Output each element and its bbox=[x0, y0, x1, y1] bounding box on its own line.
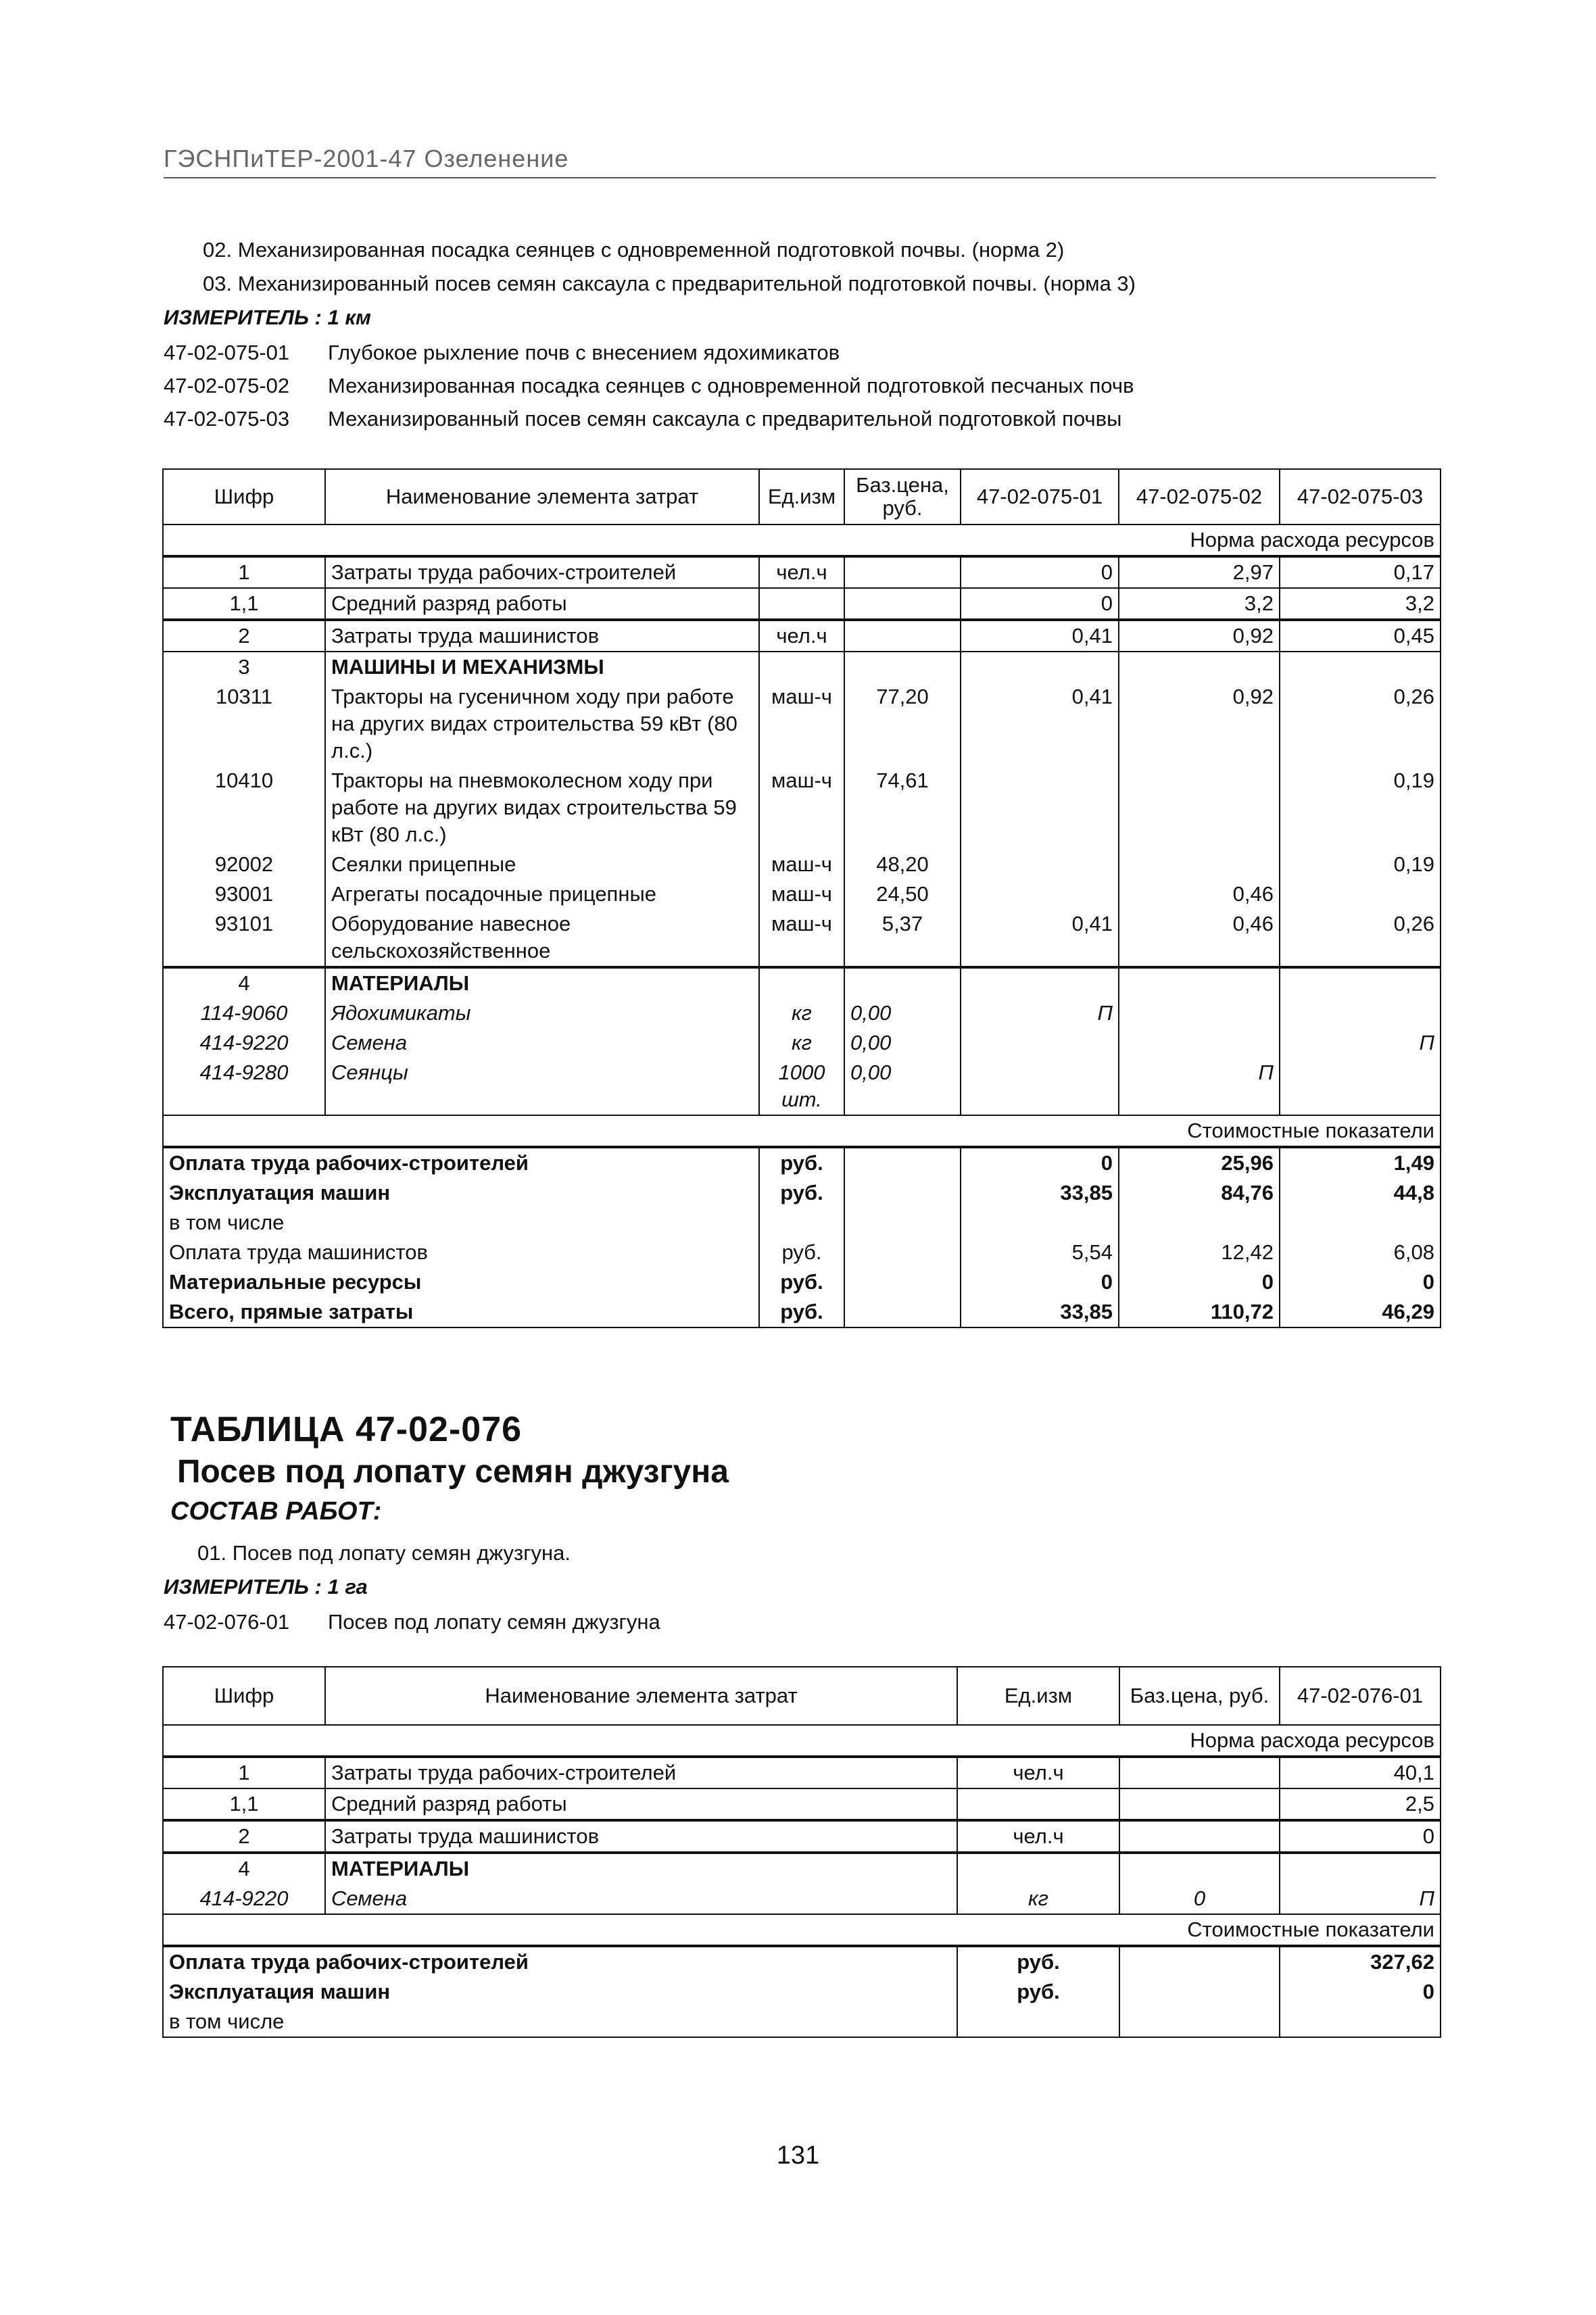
row-unit: чел.ч bbox=[957, 1820, 1119, 1853]
row-value-1: 0,41 bbox=[961, 620, 1119, 652]
row-price bbox=[1119, 1820, 1280, 1853]
row-value-2: 2,97 bbox=[1119, 556, 1280, 588]
table-row bbox=[163, 1820, 1441, 1853]
row-unit: кг bbox=[759, 998, 844, 1028]
row-name: Ядохимикаты bbox=[325, 998, 759, 1028]
cost-value-2: 25,96 bbox=[1119, 1147, 1280, 1178]
cost-row bbox=[163, 2007, 1441, 2037]
cost-value-1: 0 bbox=[1280, 1977, 1441, 2007]
section-row-materials bbox=[163, 1853, 1441, 1884]
row-price: 0,00 bbox=[844, 1028, 961, 1058]
row-code: 1 bbox=[163, 1757, 325, 1788]
row-code: 414-9220 bbox=[163, 1884, 325, 1914]
col-header-name: Наименование элемента затрат bbox=[325, 469, 759, 525]
row-code: 1 bbox=[163, 556, 325, 588]
norm-name: Посев под лопату семян джузгуна bbox=[328, 1610, 660, 1634]
cost-caption: Стоимостные показатели bbox=[163, 1115, 1441, 1147]
row-name: Семена bbox=[325, 1884, 957, 1914]
row-value-1 bbox=[961, 850, 1119, 879]
cost-value-1: 5,54 bbox=[961, 1238, 1119, 1267]
table-row bbox=[163, 850, 1441, 879]
composition-label: СОСТАВ РАБОТ: bbox=[170, 1497, 382, 1526]
cost-value-3: 46,29 bbox=[1280, 1297, 1441, 1327]
row-price: 0,00 bbox=[844, 998, 961, 1028]
norm-caption: Норма расхода ресурсов bbox=[163, 1725, 1441, 1757]
table-row bbox=[163, 879, 1441, 909]
row-name: Средний разряд работы bbox=[325, 588, 759, 620]
row-name: Затраты труда рабочих-строителей bbox=[325, 556, 759, 588]
row-value-2: 0,46 bbox=[1119, 879, 1280, 909]
col-header-norm-1: 47-02-075-01 bbox=[961, 469, 1119, 525]
cost-unit: руб. bbox=[759, 1267, 844, 1297]
row-value-3: 0,19 bbox=[1280, 766, 1441, 850]
cost-name: в том числе bbox=[163, 2007, 957, 2037]
row-value-3: 0,26 bbox=[1280, 682, 1441, 766]
table-row bbox=[163, 909, 1441, 967]
row-value-1: 0,41 bbox=[961, 682, 1119, 766]
measure-unit: ИЗМЕРИТЕЛЬ : 1 км bbox=[164, 306, 371, 329]
col-header-price: Баз.цена, руб. bbox=[844, 469, 961, 525]
table-header-row bbox=[163, 1667, 1441, 1725]
col-header-norm-3: 47-02-075-03 bbox=[1280, 469, 1441, 525]
table-header-row bbox=[163, 469, 1441, 525]
row-name: Оборудование навесное сельскохозяйственное bbox=[325, 909, 759, 967]
cost-value-3: 6,08 bbox=[1280, 1238, 1441, 1267]
norm-caption: Норма расхода ресурсов bbox=[163, 525, 1441, 556]
cost-name: Эксплуатация машин bbox=[163, 1178, 759, 1208]
table-row bbox=[163, 998, 1441, 1028]
cost-value-3: 0 bbox=[1280, 1267, 1441, 1297]
cost-value-3: 1,49 bbox=[1280, 1147, 1441, 1178]
cost-unit: руб. bbox=[759, 1297, 844, 1327]
row-value-1: 40,1 bbox=[1280, 1757, 1441, 1788]
table-2-subtitle: Посев под лопату семян джузгуна bbox=[177, 1454, 729, 1490]
row-unit: маш-ч bbox=[759, 909, 844, 967]
row-code: 1,1 bbox=[163, 588, 325, 620]
row-unit: чел.ч bbox=[759, 620, 844, 652]
norm-caption-row bbox=[163, 525, 1441, 556]
row-price: 48,20 bbox=[844, 850, 961, 879]
norm-name: Механизированный посев семян саксаула с предварительной подготовкой почвы bbox=[328, 407, 1122, 431]
cost-name: Оплата труда рабочих-строителей bbox=[163, 1946, 957, 1977]
cost-value-2: 110,72 bbox=[1119, 1297, 1280, 1327]
row-code: 92002 bbox=[163, 850, 325, 879]
document-header: ГЭСНПиТЕР-2001-47 Озеленение bbox=[164, 145, 569, 172]
row-price: 24,50 bbox=[844, 879, 961, 909]
row-value-1 bbox=[961, 1058, 1119, 1115]
row-value-1: 0 bbox=[1280, 1820, 1441, 1853]
row-value-3 bbox=[1280, 879, 1441, 909]
cost-name: Эксплуатация машин bbox=[163, 1977, 957, 2007]
row-unit: 1000 шт. bbox=[759, 1058, 844, 1115]
table-row bbox=[163, 1884, 1441, 1914]
cost-value-1: 33,85 bbox=[961, 1178, 1119, 1208]
row-name: Затраты труда машинистов bbox=[325, 620, 759, 652]
row-name: Затраты труда машинистов bbox=[325, 1820, 957, 1853]
cost-value-2: 84,76 bbox=[1119, 1178, 1280, 1208]
resource-table-47-02-076 bbox=[162, 1666, 1441, 2038]
cost-row bbox=[163, 1147, 1441, 1178]
cost-name: Оплата труда машинистов bbox=[163, 1238, 759, 1267]
cost-name: Материальные ресурсы bbox=[163, 1267, 759, 1297]
cost-row bbox=[163, 1178, 1441, 1208]
cost-unit: руб. bbox=[957, 1977, 1119, 2007]
row-value-2: 0,46 bbox=[1119, 909, 1280, 967]
cost-row bbox=[163, 1267, 1441, 1297]
row-value-2 bbox=[1119, 998, 1280, 1028]
table-row bbox=[163, 556, 1441, 588]
row-value-2: 0,92 bbox=[1119, 620, 1280, 652]
row-unit: чел.ч bbox=[759, 556, 844, 588]
norm-code: 47-02-075-01 bbox=[164, 341, 290, 364]
norm-name: Механизированная посадка сеянцев с одновременной подготовкой песчаных почв bbox=[328, 374, 1134, 397]
row-value-3: 0,17 bbox=[1280, 556, 1441, 588]
row-value-3: 0,45 bbox=[1280, 620, 1441, 652]
row-unit: маш-ч bbox=[759, 766, 844, 850]
row-value-2 bbox=[1119, 1028, 1280, 1058]
norm-code: 47-02-075-03 bbox=[164, 407, 290, 431]
cost-unit: руб. bbox=[759, 1147, 844, 1178]
row-name: Средний разряд работы bbox=[325, 1788, 957, 1820]
row-value-2 bbox=[1119, 766, 1280, 850]
row-value-2: 3,2 bbox=[1119, 588, 1280, 620]
row-code: 10410 bbox=[163, 766, 325, 850]
row-value-1: 0 bbox=[961, 556, 1119, 588]
col-header-unit: Ед.изм bbox=[759, 469, 844, 525]
cost-name: Всего, прямые затраты bbox=[163, 1297, 759, 1327]
row-value-3: 0,19 bbox=[1280, 850, 1441, 879]
cost-caption: Стоимостные показатели bbox=[163, 1914, 1441, 1946]
row-value-1 bbox=[961, 766, 1119, 850]
row-price: 5,37 bbox=[844, 909, 961, 967]
row-name: Семена bbox=[325, 1028, 759, 1058]
row-value-3: П bbox=[1280, 1028, 1441, 1058]
table-row bbox=[163, 1788, 1441, 1820]
norm-code: 47-02-075-02 bbox=[164, 374, 290, 397]
row-value-2: П bbox=[1119, 1058, 1280, 1115]
cost-name: Оплата труда рабочих-строителей bbox=[163, 1147, 759, 1178]
cost-caption-row bbox=[163, 1914, 1441, 1946]
cost-row bbox=[163, 1946, 1441, 1977]
row-unit: чел.ч bbox=[957, 1757, 1119, 1788]
row-value-2: 0,92 bbox=[1119, 682, 1280, 766]
section-title: МАТЕРИАЛЫ bbox=[325, 967, 759, 998]
row-code: 414-9220 bbox=[163, 1028, 325, 1058]
row-price bbox=[844, 620, 961, 652]
section-title: МАТЕРИАЛЫ bbox=[325, 1853, 957, 1884]
row-code: 10311 bbox=[163, 682, 325, 766]
row-price: 74,61 bbox=[844, 766, 961, 850]
col-header-unit: Ед.изм bbox=[957, 1667, 1119, 1725]
work-item-02: 02. Механизированная посадка сеянцев с одновременной подготовкой почвы. (норма 2) bbox=[203, 238, 1065, 262]
row-unit: маш-ч bbox=[759, 879, 844, 909]
resource-table-47-02-075 bbox=[162, 468, 1441, 1328]
row-unit: кг bbox=[759, 1028, 844, 1058]
measure-unit: ИЗМЕРИТЕЛЬ : 1 га bbox=[164, 1575, 368, 1599]
row-code: 93001 bbox=[163, 879, 325, 909]
row-value-1: 0,41 bbox=[961, 909, 1119, 967]
row-value-3 bbox=[1280, 1058, 1441, 1115]
section-row-materials bbox=[163, 967, 1441, 998]
section-row-machines bbox=[163, 652, 1441, 682]
row-value-1 bbox=[961, 1028, 1119, 1058]
row-value-1: 0 bbox=[961, 588, 1119, 620]
cost-caption-row bbox=[163, 1115, 1441, 1147]
work-item-03: 03. Механизированный посев семян саксаула с предварительной подготовкой почвы. (норма 3) bbox=[203, 272, 1136, 295]
section-title: МАШИНЫ И МЕХАНИЗМЫ bbox=[325, 652, 759, 682]
table-row bbox=[163, 1757, 1441, 1788]
table-row bbox=[163, 588, 1441, 620]
cost-row bbox=[163, 1977, 1441, 2007]
row-value-1: П bbox=[1280, 1884, 1441, 1914]
col-header-code: Шифр bbox=[163, 1667, 325, 1725]
norm-caption-row bbox=[163, 1725, 1441, 1757]
row-unit: маш-ч bbox=[759, 850, 844, 879]
row-price bbox=[844, 588, 961, 620]
row-value-1: П bbox=[961, 998, 1119, 1028]
cost-value-3: 44,8 bbox=[1280, 1178, 1441, 1208]
col-header-price: Баз.цена, руб. bbox=[1119, 1667, 1280, 1725]
row-name: Сеялки прицепные bbox=[325, 850, 759, 879]
row-price: 0,00 bbox=[844, 1058, 961, 1115]
norm-code: 47-02-076-01 bbox=[164, 1610, 290, 1634]
cost-value-1: 33,85 bbox=[961, 1297, 1119, 1327]
cost-value-1: 327,62 bbox=[1280, 1946, 1441, 1977]
row-code: 414-9280 bbox=[163, 1058, 325, 1115]
row-name: Затраты труда рабочих-строителей bbox=[325, 1757, 957, 1788]
row-code: 1,1 bbox=[163, 1788, 325, 1820]
cost-unit: руб. bbox=[957, 1946, 1119, 1977]
row-code: 93101 bbox=[163, 909, 325, 967]
row-price: 77,20 bbox=[844, 682, 961, 766]
table-row bbox=[163, 620, 1441, 652]
row-value-3 bbox=[1280, 998, 1441, 1028]
col-header-code: Шифр bbox=[163, 469, 325, 525]
row-value-2 bbox=[1119, 850, 1280, 879]
cost-name: в том числе bbox=[163, 1208, 759, 1238]
col-header-norm-1: 47-02-076-01 bbox=[1280, 1667, 1441, 1725]
row-name: Тракторы на гусеничном ходу при работе на других видах строительства 59 кВт (80 л.с.) bbox=[325, 682, 759, 766]
col-header-name: Наименование элемента затрат bbox=[325, 1667, 957, 1725]
row-code: 2 bbox=[163, 1820, 325, 1853]
cost-unit: руб. bbox=[759, 1178, 844, 1208]
row-price bbox=[844, 556, 961, 588]
col-header-norm-2: 47-02-075-02 bbox=[1119, 469, 1280, 525]
table-row bbox=[163, 1058, 1441, 1115]
row-value-3: 0,26 bbox=[1280, 909, 1441, 967]
row-code: 114-9060 bbox=[163, 998, 325, 1028]
cost-row bbox=[163, 1238, 1441, 1267]
row-price bbox=[1119, 1757, 1280, 1788]
row-code: 4 bbox=[163, 1853, 325, 1884]
row-name: Агрегаты посадочные прицепные bbox=[325, 879, 759, 909]
cost-value-1: 0 bbox=[961, 1267, 1119, 1297]
row-name: Сеянцы bbox=[325, 1058, 759, 1115]
row-code: 2 bbox=[163, 620, 325, 652]
row-code: 4 bbox=[163, 967, 325, 998]
row-value-1 bbox=[961, 879, 1119, 909]
table-row bbox=[163, 766, 1441, 850]
row-price bbox=[1119, 1788, 1280, 1820]
table-2-title: ТАБЛИЦА 47-02-076 bbox=[170, 1410, 523, 1449]
row-unit bbox=[957, 1788, 1119, 1820]
row-price: 0 bbox=[1119, 1884, 1280, 1914]
row-code: 3 bbox=[163, 652, 325, 682]
header-divider bbox=[164, 177, 1436, 178]
norm-name: Глубокое рыхление почв с внесением ядохимикатов bbox=[328, 341, 840, 364]
table-row bbox=[163, 682, 1441, 766]
row-value-3: 3,2 bbox=[1280, 588, 1441, 620]
table-row bbox=[163, 1028, 1441, 1058]
cost-value-2: 0 bbox=[1119, 1267, 1280, 1297]
cost-value-1: 0 bbox=[961, 1147, 1119, 1178]
cost-unit: руб. bbox=[759, 1238, 844, 1267]
work-item-01: 01. Посев под лопату семян джузгуна. bbox=[197, 1541, 571, 1565]
page-number: 131 bbox=[776, 2141, 820, 2170]
row-unit bbox=[759, 588, 844, 620]
cost-row bbox=[163, 1297, 1441, 1327]
cost-value-2: 12,42 bbox=[1119, 1238, 1280, 1267]
row-unit: маш-ч bbox=[759, 682, 844, 766]
row-unit: кг bbox=[957, 1884, 1119, 1914]
row-value-1: 2,5 bbox=[1280, 1788, 1441, 1820]
cost-row bbox=[163, 1208, 1441, 1238]
row-name: Тракторы на пневмоколесном ходу при работе на других видах строительства 59 кВт (80 л.с.) bbox=[325, 766, 759, 850]
